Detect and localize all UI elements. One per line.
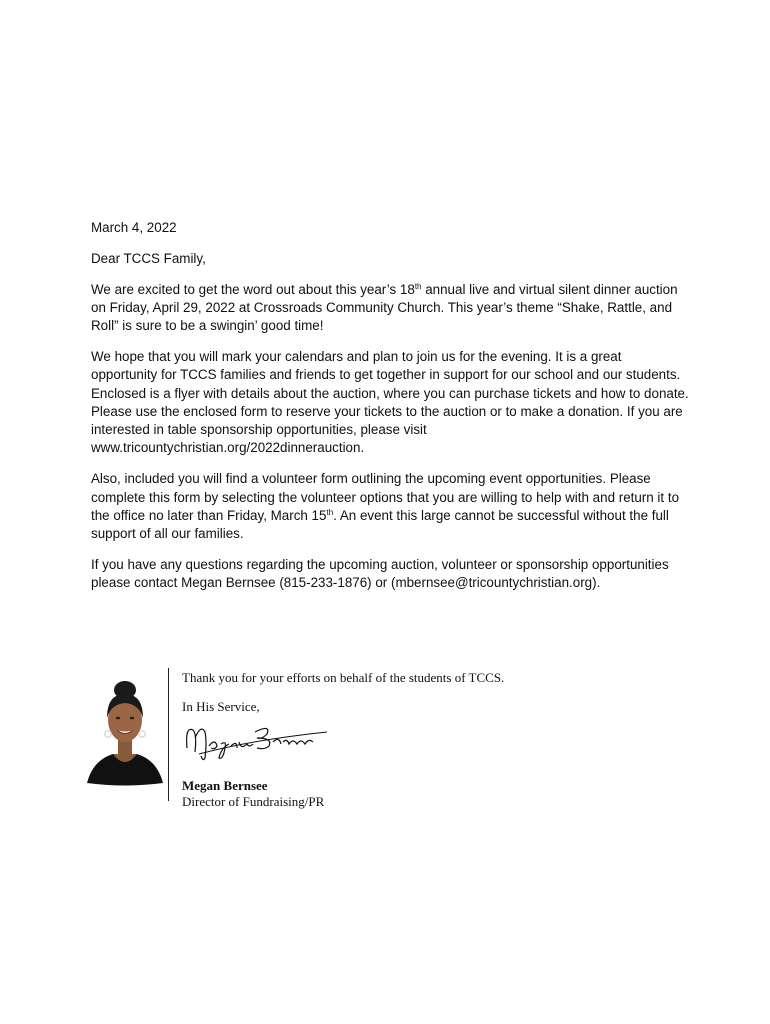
ordinal-suffix: th [414,281,422,291]
paragraph-invitation: We hope that you will mark your calendars and plan to join us for the evening. It is a great opportunity for TCCS families and friends to get together in support for our school and our students. Enclosed is a flyer with details about the auction, where you can purchase tickets and how to donate. Please use the enclosed form to reserve your tickets to the auction or to make a donation. If you are interested in table sponsorship opportunities, please visit www.tricountychristian.org/2022dinnerauction. [91,348,689,456]
paragraph-volunteer-text-a: Also, included you will find a volunteer form outlining the upcoming event opportunities. Please complete this form by selecting the volunteer options that you are willing to help with and return it to the office no later than Friday, March 15 [91,471,680,523]
letter-date: March 4, 2022 [91,220,177,235]
paragraph-intro [91,281,691,336]
closing-thanks: Thank you for your efforts on behalf of the students of TCCS. [182,670,505,685]
paragraph-volunteer-text-b: . An event this large cannot be successful without the full support of all our families. [91,507,669,542]
handwritten-signature-icon [181,718,331,768]
letter-body [91,219,691,605]
paragraph-intro-text-b: annual live and virtual silent dinner auction on Friday, April 29, 2022 at Crossroads Community Church. This year’s theme “Shake, Rattle, and Roll” is sure to be a swingin’ good time! [91,281,678,334]
paragraph-volunteer [91,470,691,543]
paragraph-intro-text-a: We are excited to get the word out about this year’s 18 [91,281,415,297]
letter-closing [168,668,602,809]
ordinal-suffix: th [326,507,334,517]
signer-title: Director of Fundraising/PR [182,794,325,809]
letter-greeting: Dear TCCS Family, [91,250,206,266]
closing-service: In His Service, [182,699,260,714]
portrait-photo-icon [85,680,165,790]
portrait-photo [85,680,165,795]
signer-name: Megan Bernsee [182,778,268,793]
paragraph-contact: If you have any questions regarding the upcoming auction, volunteer or sponsorship opportunities please contact Megan Bernsee (815-233-1876) or (mbernsee@tricountychristian.org). [91,556,669,591]
